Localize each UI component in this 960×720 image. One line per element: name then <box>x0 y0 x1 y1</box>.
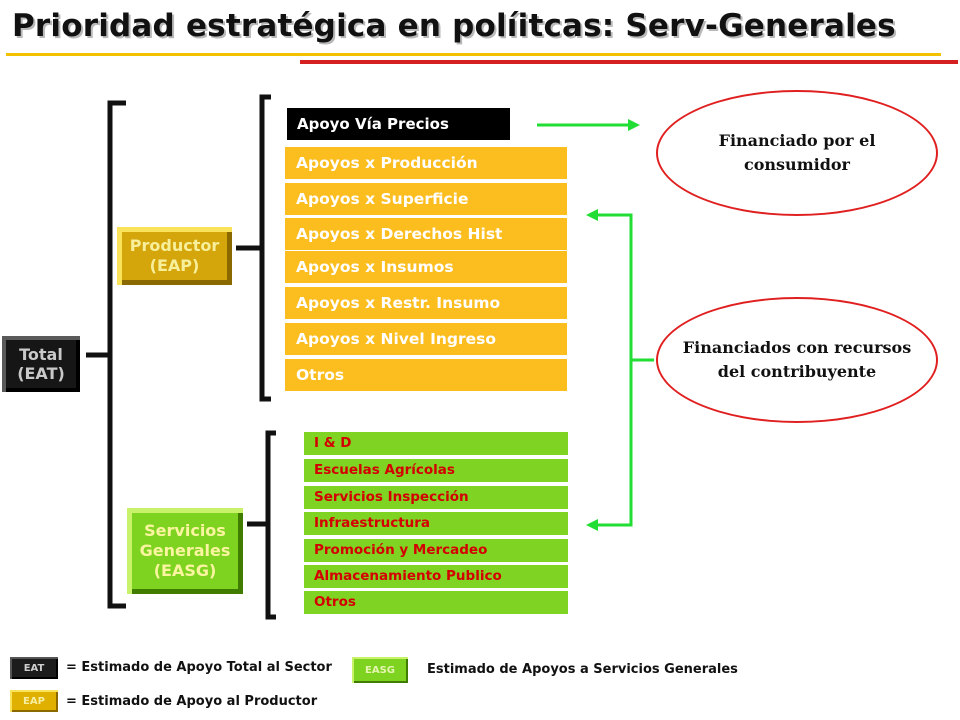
brace-productor <box>236 97 271 399</box>
node-total-eat: Total (EAT) <box>2 336 80 392</box>
producer-support-item: Apoyos x Derechos Hist <box>285 218 567 250</box>
node-productor-eap: Productor (EAP) <box>117 227 232 285</box>
legend-eap-badge: EAP <box>10 690 58 712</box>
ellipse-consumer-financed: Financiado por el consumidor <box>656 90 938 216</box>
node-servicios-easg: Servicios Generales (EASG) <box>127 508 243 594</box>
legend-eap-text: = Estimado de Apoyo al Productor <box>66 694 318 709</box>
ellipse-taxpayer-financed: Financiados con recursos del contribuyente <box>656 297 938 423</box>
legend-easg-badge: EASG <box>352 657 408 683</box>
producer-support-item: Apoyos x Superficie <box>285 183 567 215</box>
producer-support-item: Apoyos x Nivel Ingreso <box>285 323 567 355</box>
price-support-box: Apoyo Vía Precios <box>287 108 510 140</box>
brace-total <box>86 103 126 606</box>
producer-support-item: Apoyos x Insumos <box>285 251 567 283</box>
legend-eat-badge: EAT <box>10 657 58 679</box>
general-service-item: Otros <box>304 591 568 614</box>
legend-easg-text: Estimado de Apoyos a Servicios Generales <box>427 662 738 677</box>
arrow-taxpayer <box>586 209 654 531</box>
general-service-item: I & D <box>304 432 568 455</box>
general-service-item: Infraestructura <box>304 512 568 535</box>
producer-support-item: Otros <box>285 359 567 391</box>
producer-support-item: Apoyos x Producción <box>285 147 567 179</box>
general-service-item: Almacenamiento Publico <box>304 565 568 588</box>
general-service-item: Servicios Inspección <box>304 486 568 509</box>
general-service-item: Promoción y Mercadeo <box>304 539 568 562</box>
general-service-item: Escuelas Agrícolas <box>304 459 568 482</box>
page-title: Prioridad estratégica en políitcas: Serv-Generales <box>12 8 896 44</box>
legend-eat-text: = Estimado de Apoyo Total al Sector <box>66 660 332 675</box>
brace-servicios <box>247 433 276 617</box>
arrow-consumer <box>537 119 640 131</box>
producer-support-item: Apoyos x Restr. Insumo <box>285 287 567 319</box>
